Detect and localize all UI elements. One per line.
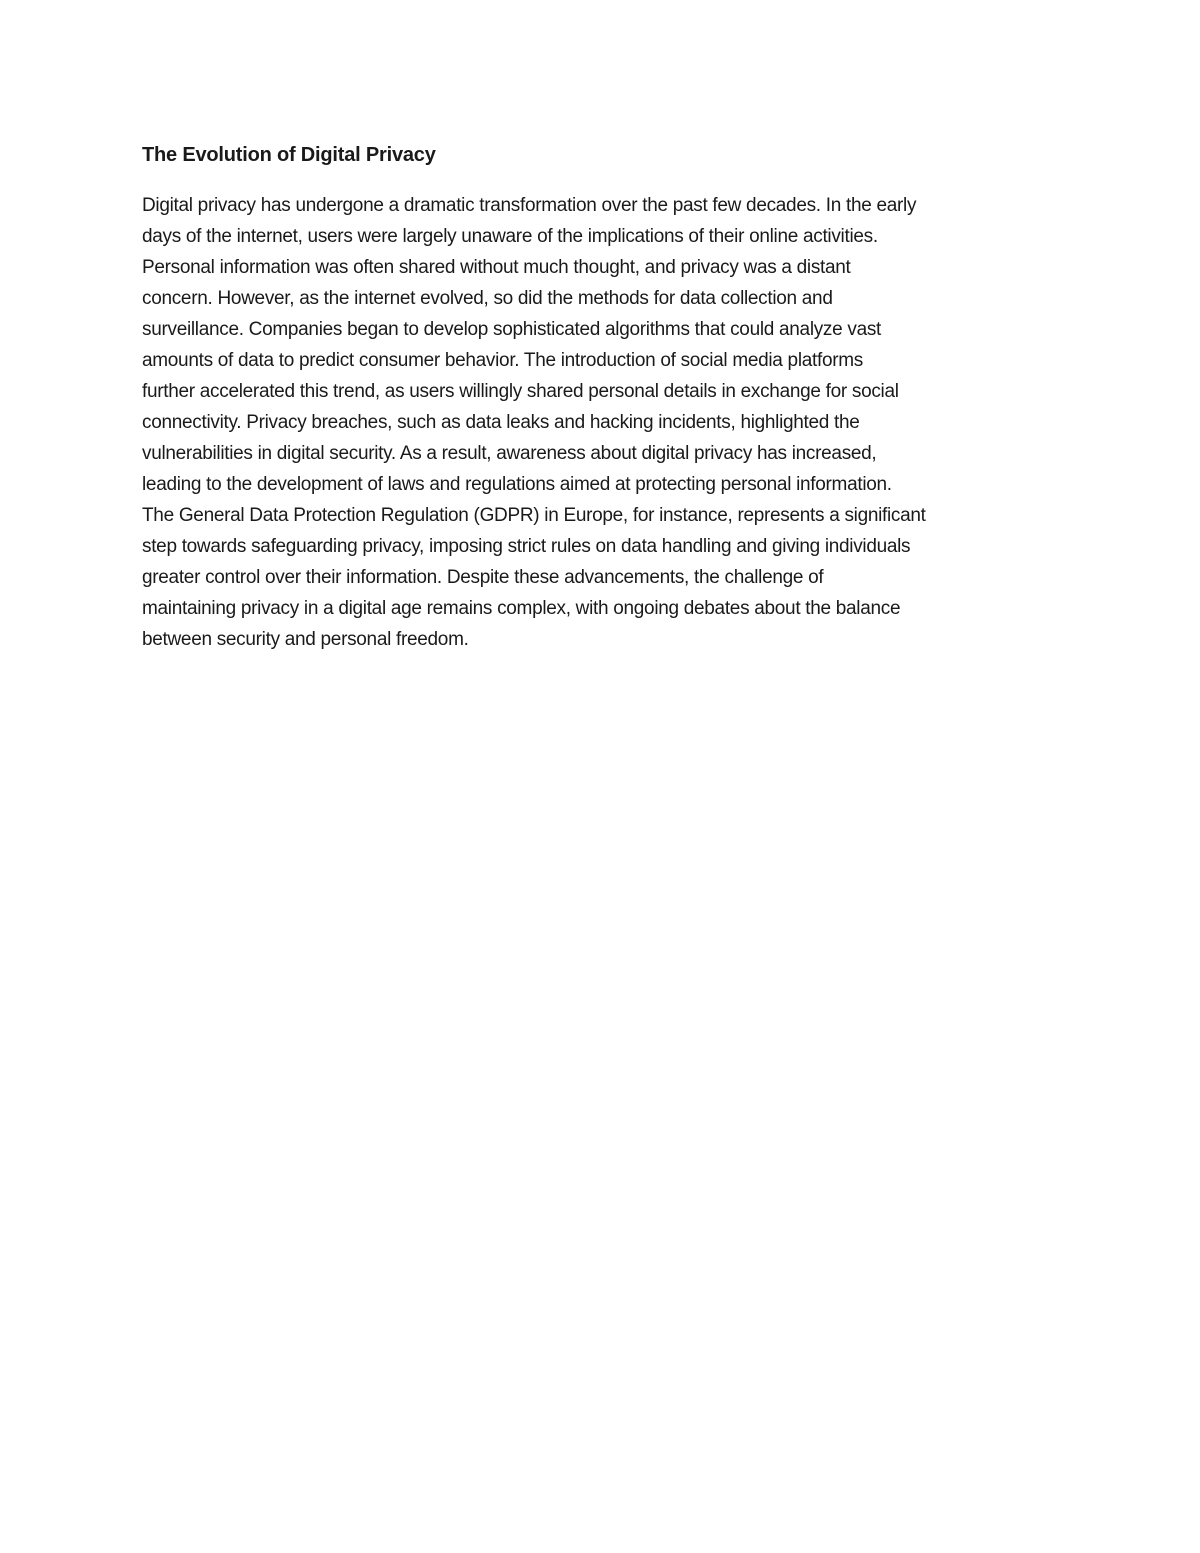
paragraph-line: Personal information was often shared without much thought, and privacy was a distant (142, 257, 851, 278)
paragraph-line: greater control over their information. Despite these advancements, the challenge of (142, 567, 824, 588)
paragraph-line: amounts of data to predict consumer behavior. The introduction of social media platforms (142, 350, 863, 371)
document-body (142, 140, 1062, 655)
paragraph-line: between security and personal freedom. (142, 629, 469, 650)
paragraph-line: connectivity. Privacy breaches, such as data leaks and hacking incidents, highlighted the (142, 412, 860, 433)
paragraph-line: concern. However, as the internet evolved, so did the methods for data collection and (142, 288, 833, 309)
paragraph-line: leading to the development of laws and regulations aimed at protecting personal information. (142, 474, 892, 495)
paragraph-line: maintaining privacy in a digital age remains complex, with ongoing debates about the balance (142, 598, 901, 619)
document-title: The Evolution of Digital Privacy (142, 144, 436, 166)
paragraph-line: step towards safeguarding privacy, imposing strict rules on data handling and giving individuals (142, 536, 911, 557)
paragraph-line: further accelerated this trend, as users willingly shared personal details in exchange for social (142, 381, 899, 402)
body-paragraph (142, 190, 1062, 655)
paragraph-line: Digital privacy has undergone a dramatic transformation over the past few decades. In the early (142, 195, 917, 216)
paragraph-line: vulnerabilities in digital security. As a result, awareness about digital privacy has increased, (142, 443, 877, 464)
paragraph-line: surveillance. Companies began to develop sophisticated algorithms that could analyze vast (142, 319, 882, 340)
paragraph-line: The General Data Protection Regulation (GDPR) in Europe, for instance, represents a significant (142, 505, 926, 526)
paragraph-line: days of the internet, users were largely unaware of the implications of their online activities. (142, 226, 878, 247)
